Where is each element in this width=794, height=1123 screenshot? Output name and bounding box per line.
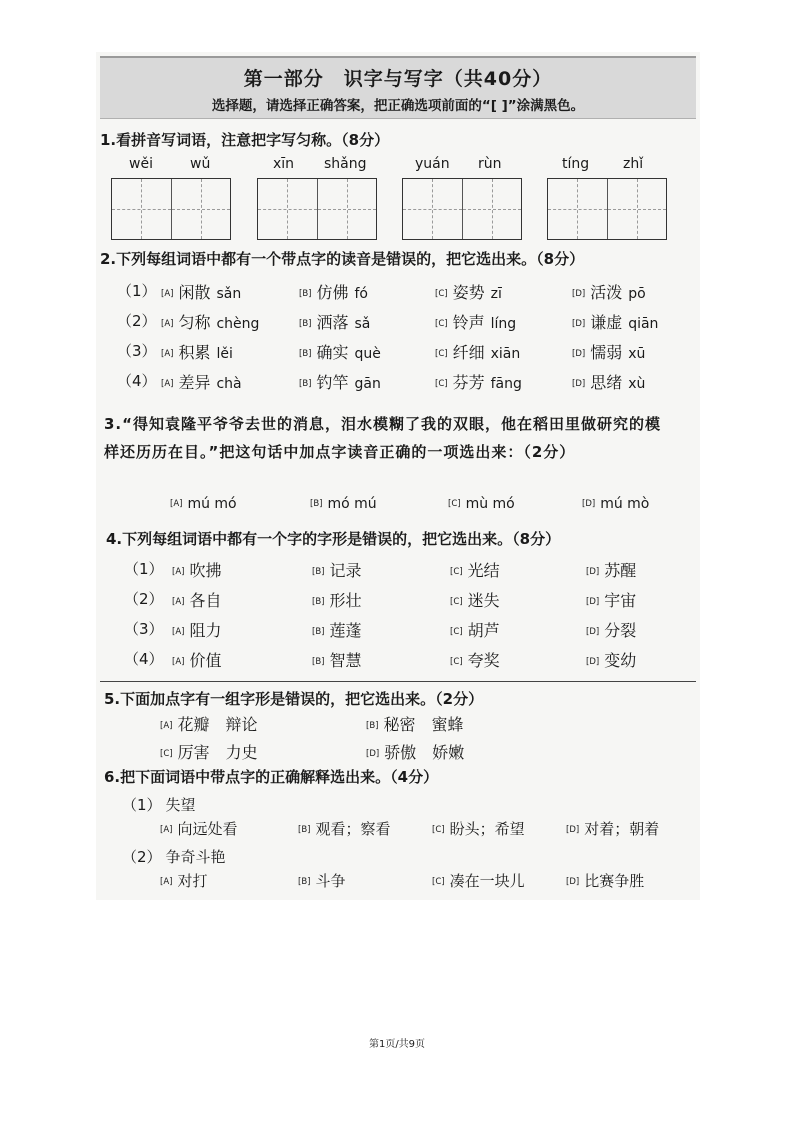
q2-option-d[interactable]: [D] 谦虚 qiān <box>572 313 659 332</box>
q4-row-3: （3） [A] 阻力 [B] 莲蓬 [C] 胡芦 [D] 分裂 <box>124 620 637 640</box>
q4-option-b[interactable]: [B] 形壮 <box>312 591 362 610</box>
q3-options <box>170 496 690 520</box>
q6-option-c[interactable]: [C] 凑在一块儿 <box>432 872 525 890</box>
q4-row-1: （1） [A] 吹拂 [B] 记录 [C] 光结 [D] 苏醒 <box>124 560 637 580</box>
pinyin-label: rùn <box>478 156 502 172</box>
q4-option-b[interactable]: [B] 莲蓬 <box>312 621 362 640</box>
q3-option-d[interactable]: [D] mú mò <box>582 496 650 512</box>
q4-option-a[interactable]: [A] 阻力 <box>172 621 222 640</box>
section-header <box>100 56 696 119</box>
writing-grid-1[interactable] <box>111 178 231 240</box>
q3-option-a[interactable]: [A] mú mó <box>170 496 237 512</box>
pinyin-label: yuán <box>415 156 450 172</box>
q4-option-a[interactable]: [A] 价值 <box>172 651 222 670</box>
q6-option-a[interactable]: [A] 对打 <box>160 872 208 890</box>
q4-title: 4.下列每组词语中都有一个字的字形是错误的，把它选出来。（8分） <box>106 530 561 548</box>
q5-option-b[interactable]: [B] 秘密 蜜蜂 <box>366 715 464 734</box>
pinyin-label: xīn <box>273 156 295 172</box>
q6-option-b[interactable]: [B] 斗争 <box>298 872 346 890</box>
q4-option-d[interactable]: [D] 分裂 <box>586 621 637 640</box>
q6-item-2-word: （2） 争奇斗艳 <box>122 848 226 866</box>
q5-title: 5.下面加点字有一组字形是错误的，把它选出来。（2分） <box>104 690 484 708</box>
q4-option-c[interactable]: [C] 光结 <box>450 561 500 580</box>
q3-option-c[interactable]: [C] mù mó <box>448 496 515 512</box>
pinyin-label: shǎng <box>324 156 367 172</box>
q5-option-c[interactable]: [C] 厉害 力史 <box>160 743 258 762</box>
q4-row-2: （2） [A] 各自 [B] 形壮 [C] 迷失 [D] 宇宙 <box>124 590 637 610</box>
q4-option-b[interactable]: [B] 记录 <box>312 561 362 580</box>
q4-option-a[interactable]: [A] 各自 <box>172 591 222 610</box>
q2-option-b[interactable]: [B] 洒落 sǎ <box>299 313 371 332</box>
q2-option-a[interactable]: [A] 积累 lěi <box>161 343 233 362</box>
q6-option-d[interactable]: [D] 对着；朝着 <box>566 820 660 838</box>
q4-option-d[interactable]: [D] 苏醒 <box>586 561 637 580</box>
q2-row-3: （3） [A] 积累 lěi [B] 确实 què [C] 纤细 xiān [D] 懦弱 xū <box>117 342 646 362</box>
q4-option-d[interactable]: [D] 变幼 <box>586 651 637 670</box>
pinyin-label: wǔ <box>190 156 211 172</box>
q2-row-4: （4） [A] 差异 chà [B] 钓竿 gān [C] 芬芳 fāng [D] 思绪 xù <box>117 372 646 392</box>
q1-title: 1.看拼音写词语，注意把字写匀称。（8分） <box>100 131 390 149</box>
q2-row-2: （2） [A] 匀称 chèng [B] 洒落 sǎ [C] 铃声 líng [D] 谦虚 qiān <box>117 312 659 332</box>
pinyin-label: zhǐ <box>623 156 644 172</box>
q2-option-b[interactable]: [B] 仿佛 fó <box>299 283 368 302</box>
q5-row-1 <box>160 712 580 736</box>
q4-option-a[interactable]: [A] 吹拂 <box>172 561 222 580</box>
q4-row-4: （4） [A] 价值 [B] 智慧 [C] 夸奖 [D] 变幼 <box>124 650 637 670</box>
q4-option-b[interactable]: [B] 智慧 <box>312 651 362 670</box>
q5-row-2 <box>160 740 580 764</box>
q2-row-1: （1） [A] 闲散 sǎn [B] 仿佛 fó [C] 姿势 zī [D] 活泼 pō <box>117 282 646 302</box>
q6-option-c[interactable]: [C] 盼头；希望 <box>432 820 525 838</box>
writing-grid-2[interactable] <box>257 178 377 240</box>
q2-option-d[interactable]: [D] 懦弱 xū <box>572 343 646 362</box>
q2-option-c[interactable]: [C] 姿势 zī <box>435 283 502 302</box>
q2-option-a[interactable]: [A] 闲散 sǎn <box>161 283 242 302</box>
q2-option-a[interactable]: [A] 匀称 chèng <box>161 313 260 332</box>
q2-option-b[interactable]: [B] 确实 què <box>299 343 381 362</box>
q6-option-d[interactable]: [D] 比赛争胜 <box>566 872 645 890</box>
section-title: 第一部分 识字与写字（共40分） <box>243 68 553 90</box>
q2-title: 2.下列每组词语中都有一个带点字的读音是错误的，把它选出来。（8分） <box>100 250 585 268</box>
q4-option-c[interactable]: [C] 胡芦 <box>450 621 500 640</box>
writing-grid-4[interactable] <box>547 178 667 240</box>
q2-option-b[interactable]: [B] 钓竿 gān <box>299 373 381 392</box>
writing-grid-3[interactable] <box>402 178 522 240</box>
section-instruction: 选择题，请选择正确答案，把正确选项前面的“[ ]”涂满黑色。 <box>211 98 585 114</box>
q4-option-c[interactable]: [C] 迷失 <box>450 591 500 610</box>
q5-option-a[interactable]: [A] 花瓣 辩论 <box>160 715 258 734</box>
q2-option-c[interactable]: [C] 铃声 líng <box>435 313 517 332</box>
q6-item-2-options <box>160 870 700 894</box>
q2-option-c[interactable]: [C] 纤细 xiān <box>435 343 521 362</box>
q3-option-b[interactable]: [B] mó mú <box>310 496 377 512</box>
q5-option-d[interactable]: [D] 骄傲 娇嫩 <box>366 743 465 762</box>
q4-option-d[interactable]: [D] 宇宙 <box>586 591 637 610</box>
q6-option-b[interactable]: [B] 观看；察看 <box>298 820 391 838</box>
q4-option-c[interactable]: [C] 夸奖 <box>450 651 500 670</box>
pinyin-label: tíng <box>562 156 590 172</box>
page-number: 第1页/共9页 <box>368 1039 426 1050</box>
pinyin-label: wěi <box>129 156 153 172</box>
q6-title: 6.把下面词语中带点字的正确解释选出来。（4分） <box>104 768 439 786</box>
section-divider <box>100 681 696 682</box>
q6-item-1-word: （1） 失望 <box>122 796 196 814</box>
q2-option-d[interactable]: [D] 思绪 xù <box>572 373 646 392</box>
q2-option-c[interactable]: [C] 芬芳 fāng <box>435 373 522 392</box>
q6-option-a[interactable]: [A] 向远处看 <box>160 820 238 838</box>
q2-option-d[interactable]: [D] 活泼 pō <box>572 283 646 302</box>
q6-item-1-options <box>160 818 700 842</box>
q3-text: 3.“得知袁隆平爷爷去世的消息，泪水模糊了我的双眼，他在稻田里做研究的模样还历历在目。”把这句话中加点字读音正确的一项选出来：（2分） <box>104 415 661 461</box>
q2-option-a[interactable]: [A] 差异 chà <box>161 373 242 392</box>
